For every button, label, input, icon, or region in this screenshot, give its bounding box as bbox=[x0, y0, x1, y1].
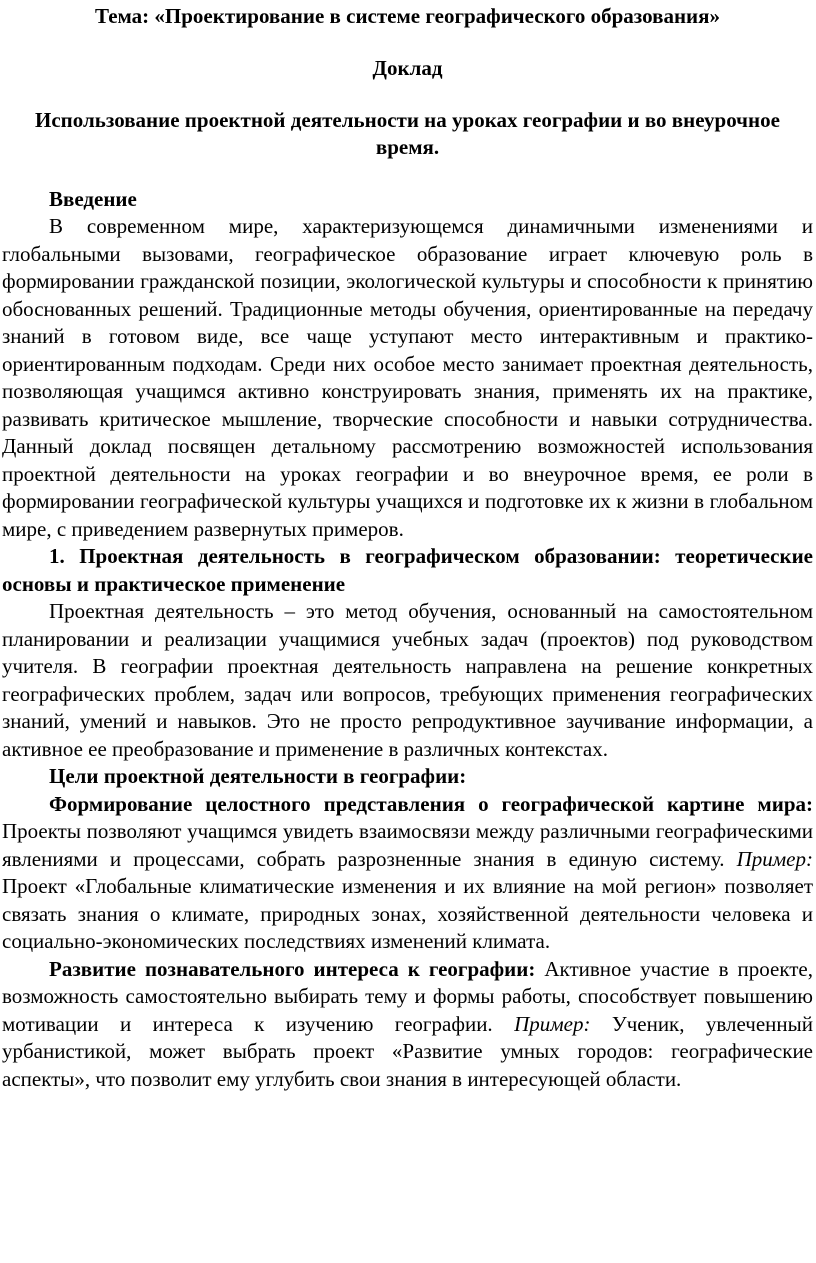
section-1-paragraph: Проектная деятельность – это метод обучения, основанный на самостоятельном планировании и реализации учащимися учебных задач (проектов) под руководством учителя. В географии проектная деятельность направлена на решение конкретных географических проблем, задач или вопросов, требующих применения географических знаний, умений и навыков. Это не просто репродуктивное заучивание информации, а активное ее преобразование и применение в различных контекстах. bbox=[2, 599, 813, 761]
goal-item-1-text: Проекты позволяют учащимся увидеть взаимосвязи между различными географическими явлениями и процессами, собрать разрозненные знания в единую систему. bbox=[2, 819, 813, 871]
document-page bbox=[0, 3, 816, 1093]
goal-item-1-title: Формирование целостного представления о географической картине мира: bbox=[49, 791, 813, 816]
goal-item-2-example-text: Ученик, увлеченный урбанистикой, может выбрать проект «Развитие умных городов: географические аспекты», что позволит ему углубить свои знания в интересующей области. bbox=[2, 1011, 813, 1091]
report-title: Использование проектной деятельности на уроках географии и во внеурочное время. bbox=[35, 108, 780, 159]
goal-item-1 bbox=[2, 791, 813, 956]
goal-item-1-example-label: Пример: bbox=[736, 846, 813, 871]
goal-item-1-example-text: Проект «Глобальные климатические изменения и их влияние на мой регион» позволяет связать знания о климате, природных зонах, хозяйственной деятельности человека и социально-экономических последствиях изменений климата. bbox=[2, 874, 813, 953]
intro-heading: Введение bbox=[49, 187, 137, 211]
goal-item-2-title: Развитие познавательного интереса к географии: bbox=[49, 956, 536, 981]
document-type: Доклад bbox=[372, 56, 443, 80]
goal-item-2-example-label: Пример: bbox=[514, 1011, 591, 1036]
goal-item-2-text: Активное участие в проекте, возможность самостоятельно выбирать тему и формы работы, способствует повышению мотивации и интереса к изучению географии. bbox=[2, 956, 813, 1036]
topic-line: Тема: «Проектирование в системе географического образования» bbox=[94, 4, 721, 28]
goals-heading: Цели проектной деятельности в географии: bbox=[49, 764, 467, 788]
intro-paragraph: В современном мире, характеризующемся динамичными изменениями и глобальными вызовами, географическое образование играет ключевую роль в формировании гражданской позиции, экологической культуры и способности к принятию обоснованных решений. Традиционные методы обучения, ориентированные на передачу знаний в готовом виде, все чаще уступают место интерактивным и практико-ориентированным подходам. Среди них особое место занимает проектная деятельность, позволяющая учащимся активно конструировать знания, применять их на практике, развивать критическое мышление, творческие способности и навыки сотрудничества. Данный доклад посвящен детальному рассмотрению возможностей использования проектной деятельности на уроках географии и во внеурочное время, ее роли в формировании географической культуры учащихся и подготовке их к жизни в глобальном мире, с приведением развернутых примеров. bbox=[2, 214, 813, 541]
section-1-heading: 1. Проектная деятельность в географическом образовании: теоретические основы и практическое применение bbox=[2, 544, 813, 596]
goal-item-2 bbox=[2, 956, 813, 1094]
